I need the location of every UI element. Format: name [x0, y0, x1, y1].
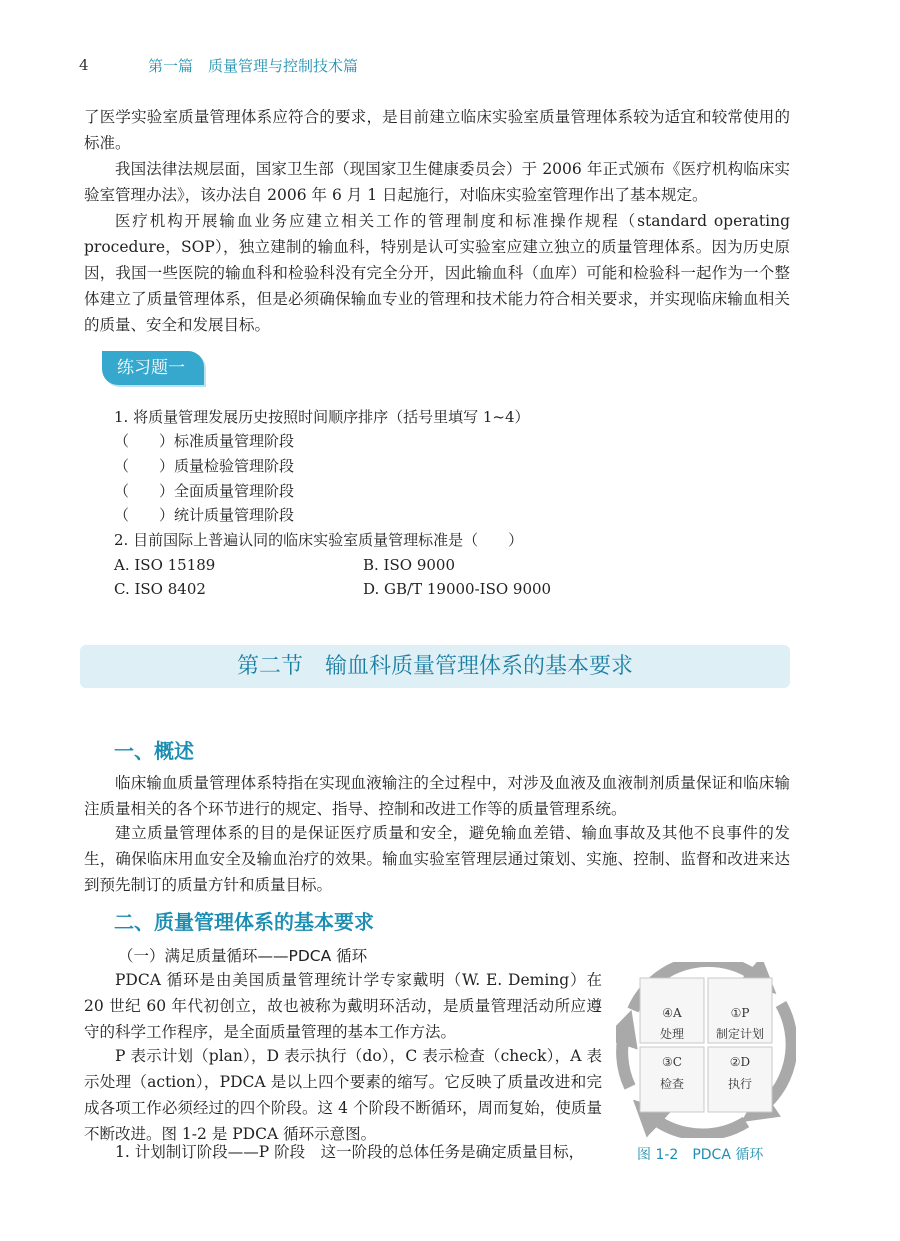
- pdca-cycle-diagram: [616, 962, 796, 1138]
- exercise-item: （ ）标准质量管理阶段: [114, 432, 295, 450]
- pdca-paragraph-3: 1. 计划制订阶段——P 阶段 这一阶段的总体任务是确定质量目标，: [115, 1143, 585, 1161]
- intro-paragraph-2: 我国法律法规层面，国家卫生部（现国家卫生健康委员会）于 2006 年正式颁布《医疗机构临床实验室管理办法》，该办法自 2006 年 6 月 1 日起施行，对临床实验室管理作出了基本规定。: [84, 160, 790, 204]
- option-a: A. ISO 15189: [114, 556, 216, 574]
- arrow-bottom-icon: [646, 1112, 746, 1135]
- quadrant-a-number: ④A: [662, 1006, 682, 1020]
- quadrant-d-label: 执行: [727, 1077, 753, 1091]
- quadrant-p-number: ①P: [730, 1006, 750, 1020]
- exercise-question-2: 2. 目前国际上普遍认同的临床实验室质量管理标准是（ ）: [114, 531, 524, 549]
- quadrant-c-label: 检查: [659, 1077, 685, 1091]
- arrow-left-icon: [622, 1027, 630, 1087]
- option-c: C. ISO 8402: [114, 580, 206, 598]
- exercise-item: （ ）全面质量管理阶段: [114, 482, 295, 500]
- section-title: 第二节 输血科质量管理体系的基本要求: [80, 645, 790, 688]
- page-number: 4: [79, 56, 89, 74]
- option-d: D. GB/T 19000-ISO 9000: [363, 580, 552, 598]
- running-title: 第一篇 质量管理与控制技术篇: [148, 57, 359, 75]
- overview-paragraph-1: 临床输血质量管理体系特指在实现血液输注的全过程中，对涉及血液及血液制剂质量保证和临床输注质量相关的各个环节进行的规定、指导、控制和改进工作等的质量管理系统。: [84, 774, 790, 818]
- pdca-paragraph-2: P 表示计划（plan），D 表示执行（do），C 表示检查（check），A 表示处理（action），PDCA 是以上四个要素的缩写。它反映了质量改进和完成各项工作必须经过的四个阶段。这 4 个阶段不断循环，周而复始，使质量不断改进。图 1-2 是 PDCA 循环示意图。: [84, 1047, 602, 1143]
- pdca-paragraph-1: PDCA 循环是由美国质量管理统计学专家戴明（W. E. Deming）在 20 世纪 60 年代初创立，故也被称为戴明环活动，是质量管理活动所应遵守的科学工作程序，是全面质量管理的基本工作方法。: [84, 971, 602, 1041]
- exercise-question-1: 1. 将质量管理发展历史按照时间顺序排序（括号里填写 1~4）: [114, 408, 530, 426]
- exercise-banner: 练习题一: [102, 351, 204, 385]
- intro-paragraph-3: 医疗机构开展输血业务应建立相关工作的管理制度和标准操作规程（standard operating procedure，SOP），独立建制的输血科，特别是认可实验室应建立独立的质量管理体系。因为历史原因，我国一些医院的输血科和检验科没有完全分开，因此输血科（血库）可能和检验科一起作为一个整体建立了质量管理体系，但是必须确保输血专业的管理和技术能力符合相关要求，并实现临床输血相关的质量、安全和发展目标。: [84, 212, 790, 334]
- overview-paragraph-2: 建立质量管理体系的目的是保证医疗质量和安全，避免输血差错、输血事故及其他不良事件的发生，确保临床用血安全及输血治疗的效果。输血实验室管理层通过策划、实施、控制、监督和改进来达到预先制订的质量方针和质量目标。: [84, 824, 790, 894]
- exercise-item: （ ）统计质量管理阶段: [114, 506, 295, 524]
- intro-paragraph-1: 了医学实验室质量管理体系应符合的要求，是目前建立临床实验室质量管理体系较为适宜和较常使用的标准。: [84, 108, 790, 152]
- figure-caption: 图 1-2 PDCA 循环: [637, 1147, 764, 1163]
- quadrant-p-label: 制定计划: [715, 1027, 765, 1041]
- quadrant-a-label: 处理: [659, 1027, 685, 1041]
- quadrant-c-number: ③C: [662, 1055, 682, 1069]
- exercise-item: （ ）质量检验管理阶段: [114, 457, 295, 475]
- option-b: B. ISO 9000: [363, 556, 455, 574]
- quadrant-d-number: ②D: [729, 1055, 751, 1069]
- pdca-subheading: （一）满足质量循环——PDCA 循环: [118, 947, 368, 965]
- requirements-heading: 二、质量管理体系的基本要求: [114, 910, 374, 934]
- overview-heading: 一、概述: [114, 739, 194, 763]
